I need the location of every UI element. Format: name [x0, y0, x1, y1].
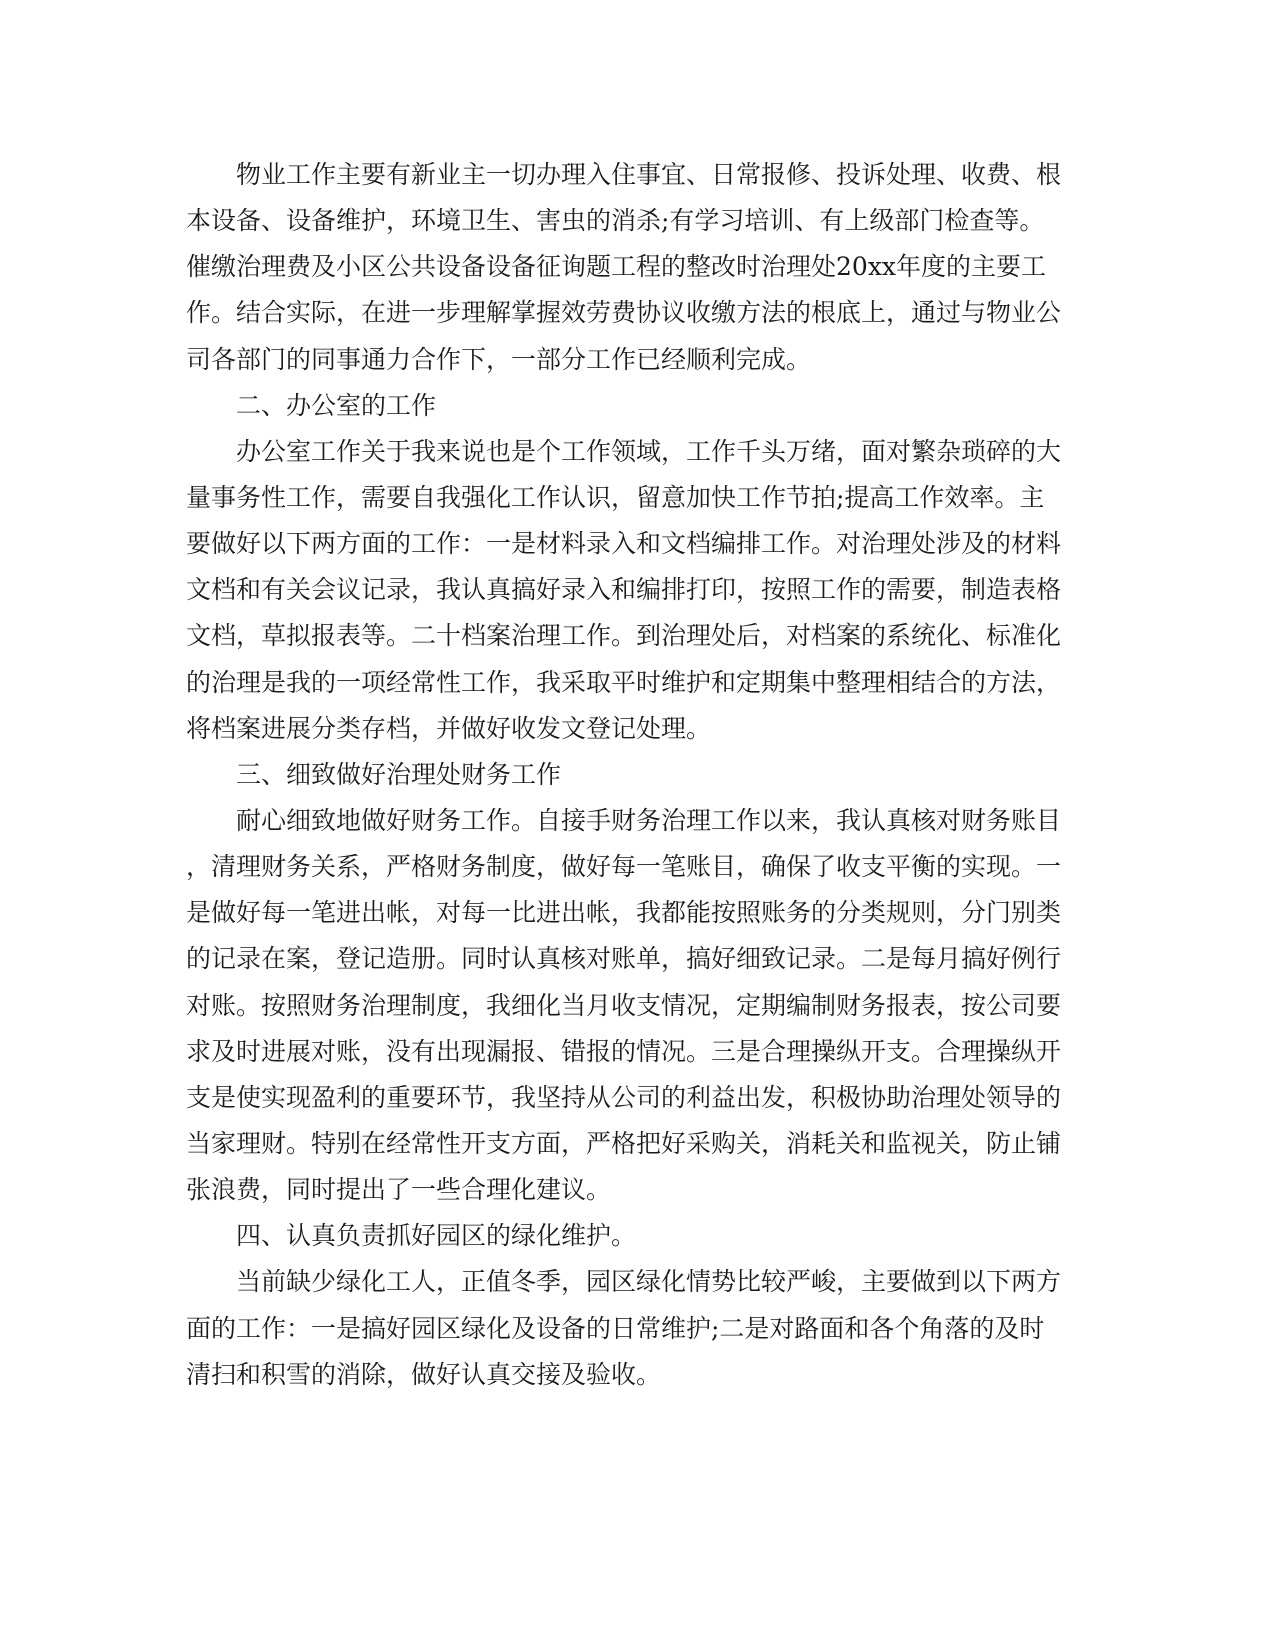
paragraph-3-line-2: ，清理财务关系，严格财务制度，做好每一笔账目，确保了收支平衡的实现。一	[186, 852, 1062, 882]
paragraph-3-line-3: 是做好每一笔进出帐，对每一比进出帐，我都能按照账务的分类规则，分门别类	[186, 898, 1062, 928]
paragraph-3-line-4: 的记录在案，登记造册。同时认真核对账单，搞好细致记录。二是每月搞好例行	[186, 944, 1062, 974]
paragraph-4-line-1: 当前缺少绿化工人，正值冬季，园区绿化情势比较严峻，主要做到以下两方	[236, 1267, 1062, 1297]
paragraph-3-line-8: 当家理财。特别在经常性开支方面，严格把好采购关，消耗关和监视关，防止铺	[186, 1128, 1062, 1158]
section-heading-office: 二、办公室的工作	[236, 390, 437, 420]
paragraph-3-line-5: 对账。按照财务治理制度，我细化当月收支情况，定期编制财务报表，按公司要	[186, 990, 1062, 1020]
paragraph-2-line-1: 办公室工作关于我来说也是个工作领域，工作千头万绪，面对繁杂琐碎的大	[236, 436, 1062, 466]
paragraph-2-line-2: 量事务性工作，需要自我强化工作认识，留意加快工作节拍;提高工作效率。主	[186, 482, 1045, 512]
paragraph-2-line-7: 将档案进展分类存档，并做好收发文登记处理。	[186, 713, 712, 743]
section-heading-finance: 三、细致做好治理处财务工作	[236, 759, 562, 789]
paragraph-3-line-7: 支是使实现盈利的重要环节，我坚持从公司的利益出发，积极协助治理处领导的	[186, 1082, 1062, 1112]
paragraph-4-line-2: 面的工作：一是搞好园区绿化及设备的日常维护;二是对路面和各个角落的及时	[186, 1313, 1045, 1343]
paragraph-1-line-5: 司各部门的同事通力合作下，一部分工作已经顺利完成。	[186, 344, 812, 374]
paragraph-4-line-3: 清扫和积雪的消除，做好认真交接及验收。	[186, 1359, 662, 1389]
section-heading-greening: 四、认真负责抓好园区的绿化维护。	[236, 1221, 637, 1251]
paragraph-2-line-6: 的治理是我的一项经常性工作，我采取平时维护和定期集中整理相结合的方法，	[186, 667, 1062, 697]
paragraph-2-line-3: 要做好以下两方面的工作：一是材料录入和文档编排工作。对治理处涉及的材料	[186, 529, 1062, 559]
paragraph-1-line-1: 物业工作主要有新业主一切办理入住事宜、日常报修、投诉处理、收费、根	[236, 160, 1062, 189]
paragraph-1-line-3: 催缴治理费及小区公共设备设备征询题工程的整改时治理处20xx年度的主要工	[186, 252, 1047, 282]
paragraph-1-line-4: 作。结合实际，在进一步理解掌握效劳费协议收缴方法的根底上，通过与物业公	[186, 298, 1062, 328]
paragraph-3-line-9: 张浪费，同时提出了一些合理化建议。	[186, 1175, 612, 1205]
paragraph-2-line-4: 文档和有关会议记录，我认真搞好录入和编排打印，按照工作的需要，制造表格	[186, 575, 1062, 605]
paragraph-3-line-1: 耐心细致地做好财务工作。自接手财务治理工作以来，我认真核对财务账目	[236, 805, 1062, 835]
paragraph-3-line-6: 求及时进展对账，没有出现漏报、错报的情况。三是合理操纵开支。合理操纵开	[186, 1036, 1062, 1066]
paragraph-2-line-5: 文档，草拟报表等。二十档案治理工作。到治理处后，对档案的系统化、标准化	[186, 621, 1062, 651]
paragraph-1-line-2: 本设备、设备维护，环境卫生、害虫的消杀;有学习培训、有上级部门检查等。	[186, 206, 1045, 236]
document-body	[186, 152, 1062, 1398]
